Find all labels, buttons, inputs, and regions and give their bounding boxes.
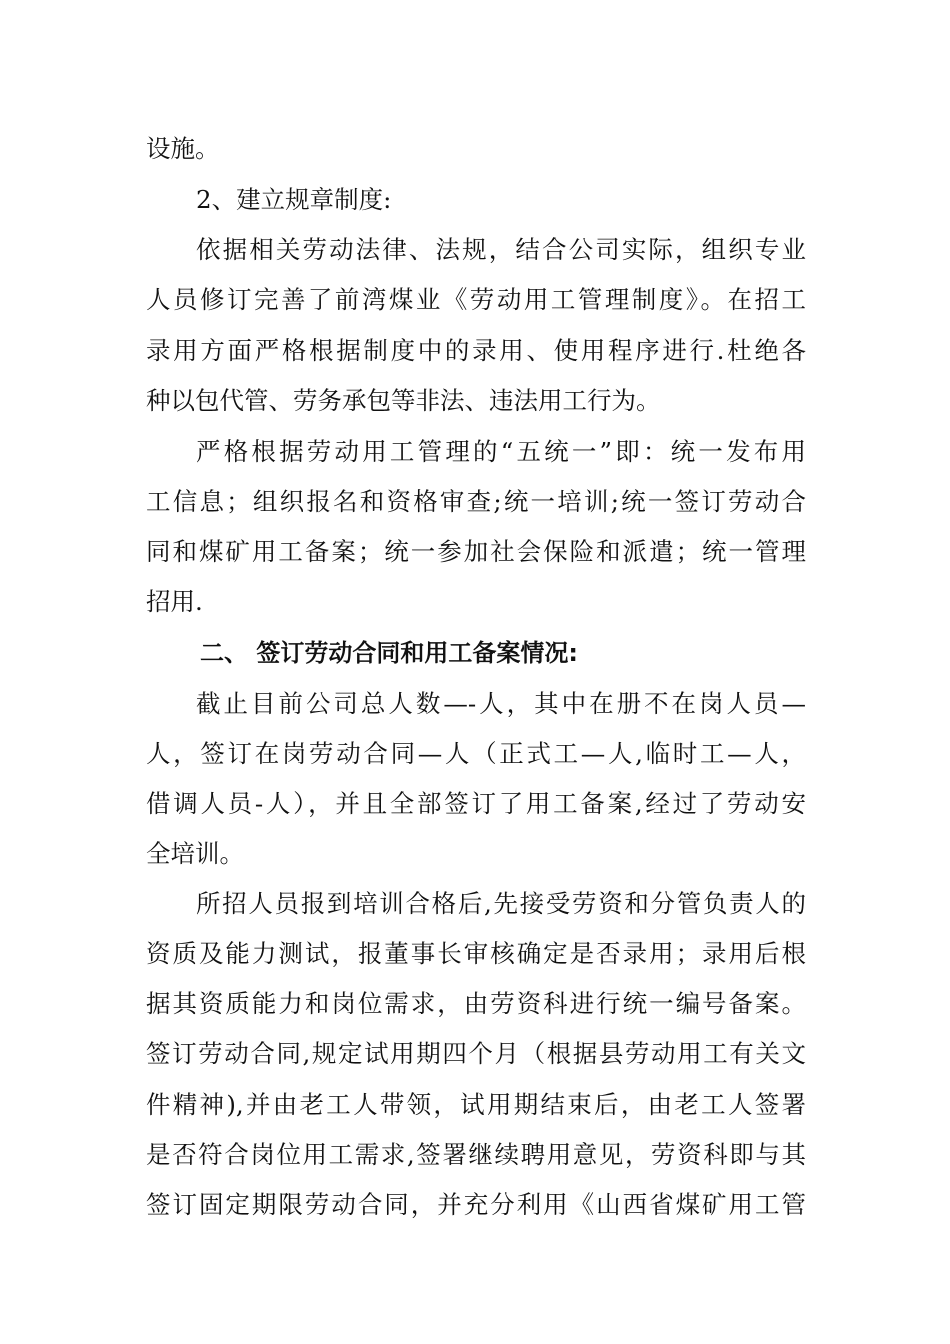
text-line: 是否符合岗位用工需求,签署继续聘用意见，劳资科即与其	[146, 1140, 806, 1169]
text-line: 招用.	[146, 587, 203, 616]
text-line: 资质及能力测试，报董事长审核确定是否录用；录用后根	[146, 939, 806, 968]
text-line: 设施。	[146, 134, 220, 163]
text-line: 人员修订完善了前湾煤业《劳动用工管理制度》。在招工	[146, 285, 806, 314]
text-line: 截止目前公司总人数—-人，其中在册不在岗人员—	[196, 689, 806, 718]
text-line: 所招人员报到培训合格后,先接受劳资和分管负责人的	[196, 889, 806, 918]
text-line: 据其资质能力和岗位需求，由劳资科进行统一编号备案。	[146, 989, 806, 1018]
text-line: 依据相关劳动法律、法规，结合公司实际，组织专业	[196, 235, 806, 264]
text-line: 签订劳动合同,规定试用期四个月（根据县劳动用工有关文	[146, 1039, 806, 1068]
text-line: 人，签订在岗劳动合同—人（正式工—人,临时工—人，	[146, 739, 806, 768]
section-heading: 二、 签订劳动合同和用工备案情况:	[200, 639, 578, 667]
text-line: 种以包代管、劳务承包等非法、违法用工行为。	[146, 386, 661, 415]
text-line: 件精神),并由老工人带领，试用期结束后，由老工人签署	[146, 1090, 806, 1119]
text-line: 借调人员-人），并且全部签订了用工备案,经过了劳动安	[146, 789, 806, 818]
text-line: 工信息；组织报名和资格审查;统一培训;统一签订劳动合	[146, 487, 806, 516]
text-line: 签订固定期限劳动合同，并充分利用《山西省煤矿用工管	[146, 1190, 806, 1219]
section-subheading: 2、建立规章制度:	[196, 185, 392, 214]
text-line: 严格根据劳动用工管理的“五统一”即：统一发布用	[196, 437, 806, 466]
text-line: 全培训。	[146, 839, 244, 868]
text-line: 录用方面严格根据制度中的录用、使用程序进行.杜绝各	[146, 336, 806, 365]
text-line: 同和煤矿用工备案；统一参加社会保险和派遣；统一管理	[146, 537, 806, 566]
